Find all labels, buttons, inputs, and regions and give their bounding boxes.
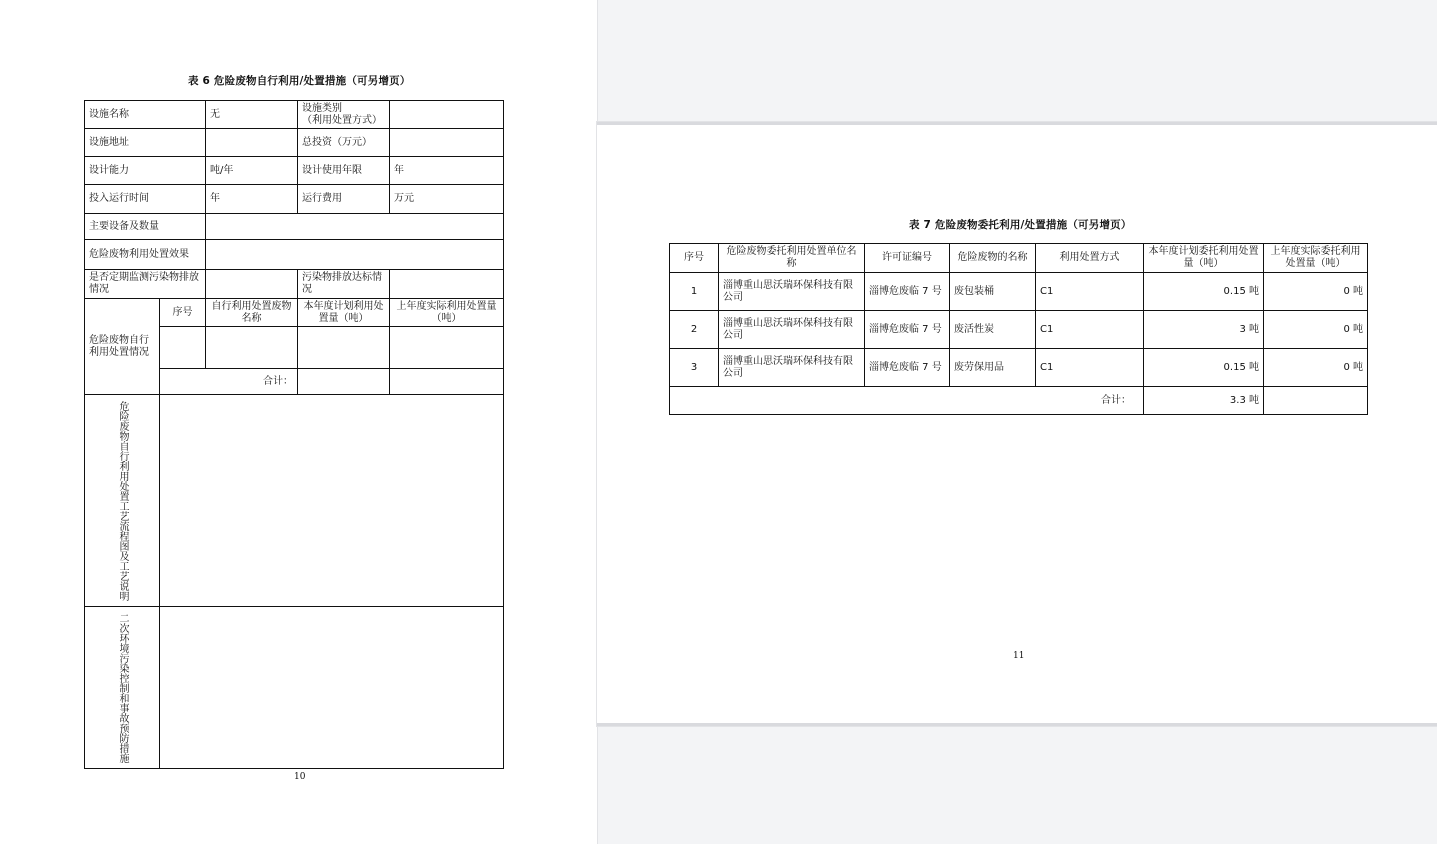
- row-plan: 0.15 吨: [1144, 273, 1264, 311]
- pollution-label: 二次环境污染控制和事故预防措施: [117, 613, 128, 763]
- header-method: 利用处置方式: [1036, 244, 1144, 273]
- col-seq-header: 序号: [160, 299, 206, 327]
- self-use-seq-cell: [160, 327, 206, 369]
- investment-value: [390, 129, 504, 157]
- table-row: [670, 273, 1368, 311]
- self-use-label: 危险废物自行利用处置情况: [85, 299, 160, 395]
- table-7: [669, 243, 1368, 415]
- header-company: 危险废物委托利用处置单位名称: [719, 244, 865, 273]
- total-actual: [1264, 387, 1368, 415]
- capacity-value: 吨/年: [206, 157, 298, 185]
- header-actual: 上年度实际委托利用处置量（吨）: [1264, 244, 1368, 273]
- table-7-title: 表 7 危险废物委托利用/处置措施（可另增页）: [909, 219, 1132, 231]
- discharge-value: [390, 270, 504, 299]
- row-method: C1: [1036, 273, 1144, 311]
- row-method: C1: [1036, 349, 1144, 387]
- pollution-content: [160, 607, 504, 769]
- facility-type-value: [390, 101, 504, 129]
- start-time-label: 投入运行时间: [85, 185, 206, 214]
- discharge-label: 污染物排放达标情况: [298, 270, 390, 299]
- row-waste: 废包装桶: [950, 273, 1036, 311]
- table-row: [670, 349, 1368, 387]
- self-use-total-plan: [298, 369, 390, 395]
- header-waste: 危险废物的名称: [950, 244, 1036, 273]
- header-license: 许可证编号: [865, 244, 950, 273]
- total-label: 合计：: [670, 387, 1144, 415]
- header-plan: 本年度计划委托利用处置量（吨）: [1144, 244, 1264, 273]
- row-method: C1: [1036, 311, 1144, 349]
- investment-label: 总投资（万元）: [298, 129, 390, 157]
- pollution-label-cell: [85, 607, 160, 769]
- page-number: 11: [1013, 651, 1025, 661]
- address-label: 设施地址: [85, 129, 206, 157]
- document-page-10: [0, 0, 597, 844]
- row-plan: 3 吨: [1144, 311, 1264, 349]
- row-license: 淄博危废临 7 号: [865, 273, 950, 311]
- self-use-plan-cell: [298, 327, 390, 369]
- row-license: 淄博危废临 7 号: [865, 349, 950, 387]
- self-use-name-cell: [206, 327, 298, 369]
- row-plan: 0.15 吨: [1144, 349, 1264, 387]
- self-use-total-actual: [390, 369, 504, 395]
- facility-name-value: 无: [206, 101, 298, 129]
- cost-label: 运行费用: [298, 185, 390, 214]
- table-6: [84, 100, 504, 769]
- row-company: 淄博重山思沃瑞环保科技有限公司: [719, 273, 865, 311]
- equipment-label: 主要设备及数量: [85, 214, 206, 240]
- row-waste: 废活性炭: [950, 311, 1036, 349]
- cost-value: 万元: [390, 185, 504, 214]
- row-license: 淄博危废临 7 号: [865, 311, 950, 349]
- total-plan: 3.3 吨: [1144, 387, 1264, 415]
- row-seq: 1: [670, 273, 719, 311]
- effect-label: 危险废物利用处置效果: [85, 240, 206, 270]
- monitor-label: 是否定期监测污染物排放情况: [85, 270, 206, 299]
- lifespan-label: 设计使用年限: [298, 157, 390, 185]
- self-use-actual-cell: [390, 327, 504, 369]
- col-actual-header: 上年度实际利用处置量（吨）: [390, 299, 504, 327]
- row-company: 淄博重山思沃瑞环保科技有限公司: [719, 349, 865, 387]
- equipment-value: [206, 214, 504, 240]
- capacity-label: 设计能力: [85, 157, 206, 185]
- facility-name-label: 设施名称: [85, 101, 206, 129]
- table-row: [670, 311, 1368, 349]
- facility-type-label: 设施类别 （利用处置方式）: [298, 101, 390, 129]
- row-seq: 3: [670, 349, 719, 387]
- table-6-title: 表 6 危险废物自行利用/处置措施（可另增页）: [188, 75, 411, 87]
- row-actual: 0 吨: [1264, 349, 1368, 387]
- address-value: [206, 129, 298, 157]
- col-plan-header: 本年度计划利用处置量（吨）: [298, 299, 390, 327]
- process-label-cell: [85, 395, 160, 607]
- row-actual: 0 吨: [1264, 273, 1368, 311]
- row-actual: 0 吨: [1264, 311, 1368, 349]
- lifespan-value: 年: [390, 157, 504, 185]
- monitor-value: [206, 270, 298, 299]
- col-name-header: 自行利用处置废物名称: [206, 299, 298, 327]
- row-company: 淄博重山思沃瑞环保科技有限公司: [719, 311, 865, 349]
- self-use-total-label: 合计：: [160, 369, 298, 395]
- row-waste: 废劳保用品: [950, 349, 1036, 387]
- effect-value: [206, 240, 504, 270]
- document-page-11: [597, 122, 1437, 726]
- page-number: 10: [294, 772, 306, 782]
- process-content: [160, 395, 504, 607]
- row-seq: 2: [670, 311, 719, 349]
- start-time-value: 年: [206, 185, 298, 214]
- process-label: 危险废物自行利用处置工艺流程图及工艺说明: [117, 401, 128, 601]
- header-seq: 序号: [670, 244, 719, 273]
